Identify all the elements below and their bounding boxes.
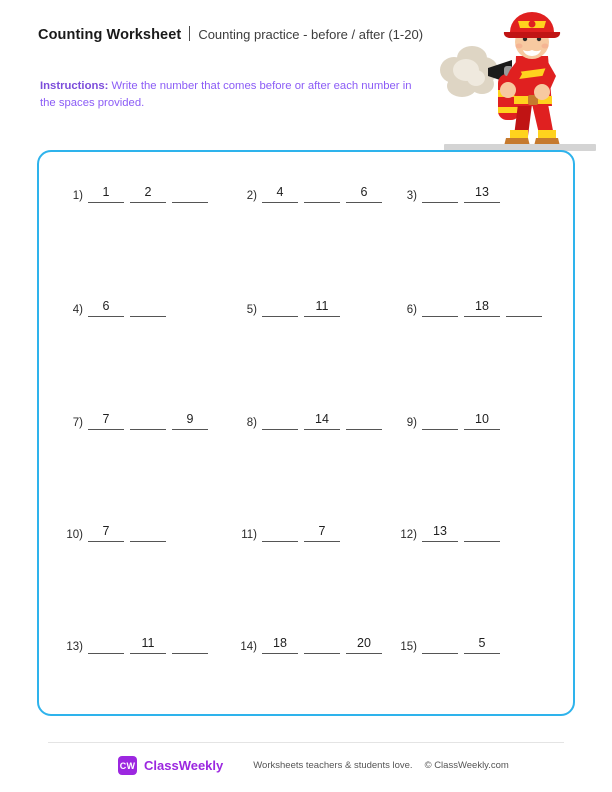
answer-slots bbox=[262, 411, 382, 430]
answer-blank[interactable] bbox=[172, 635, 208, 654]
answer-blank[interactable] bbox=[130, 298, 166, 317]
problem-number: 1) bbox=[72, 190, 83, 202]
worksheet-frame bbox=[37, 150, 575, 716]
answer-slots bbox=[262, 298, 340, 317]
problem-number: 14) bbox=[240, 641, 257, 653]
answer-slots bbox=[88, 523, 166, 542]
problem-item bbox=[235, 411, 382, 430]
given-number: 7 bbox=[304, 523, 340, 542]
given-number: 18 bbox=[464, 298, 500, 317]
problem-item bbox=[395, 411, 500, 430]
given-number: 6 bbox=[88, 298, 124, 317]
problem-item bbox=[395, 635, 500, 654]
problem-item bbox=[235, 635, 382, 654]
problem-number: 8) bbox=[246, 417, 257, 429]
classweekly-logo-icon: CW bbox=[118, 756, 137, 775]
answer-slots bbox=[422, 411, 500, 430]
problem-item bbox=[235, 184, 382, 203]
answer-blank[interactable] bbox=[88, 635, 124, 654]
answer-blank[interactable] bbox=[172, 184, 208, 203]
answer-slots bbox=[262, 635, 382, 654]
answer-slots bbox=[88, 184, 208, 203]
answer-slots bbox=[88, 411, 208, 430]
page-header bbox=[38, 24, 423, 43]
page-title: Counting Worksheet bbox=[38, 27, 182, 43]
problem-item bbox=[61, 411, 208, 430]
problems-grid bbox=[39, 152, 573, 714]
answer-blank[interactable] bbox=[304, 184, 340, 203]
problem-number: 6) bbox=[406, 304, 417, 316]
given-number: 7 bbox=[88, 523, 124, 542]
given-number: 4 bbox=[262, 184, 298, 203]
answer-blank[interactable] bbox=[262, 298, 298, 317]
problem-number: 7) bbox=[72, 417, 83, 429]
answer-slots bbox=[422, 298, 542, 317]
problem-number: 10) bbox=[66, 529, 83, 541]
problem-item bbox=[395, 184, 500, 203]
answer-blank[interactable] bbox=[346, 411, 382, 430]
given-number: 13 bbox=[464, 184, 500, 203]
answer-blank[interactable] bbox=[422, 298, 458, 317]
instructions-label: Instructions: bbox=[40, 80, 109, 92]
problem-item bbox=[61, 298, 166, 317]
answer-blank[interactable] bbox=[262, 523, 298, 542]
brand-name: ClassWeekly bbox=[144, 758, 224, 773]
title-separator bbox=[189, 26, 190, 41]
problem-item bbox=[395, 523, 500, 542]
firefighter-illustration bbox=[432, 12, 608, 152]
answer-slots bbox=[88, 635, 208, 654]
given-number: 20 bbox=[346, 635, 382, 654]
given-number: 9 bbox=[172, 411, 208, 430]
firefighter-icon bbox=[432, 12, 608, 152]
given-number: 10 bbox=[464, 411, 500, 430]
given-number: 11 bbox=[304, 298, 340, 317]
answer-blank[interactable] bbox=[506, 298, 542, 317]
given-number: 11 bbox=[130, 635, 166, 654]
problem-item bbox=[61, 184, 208, 203]
problem-number: 11) bbox=[241, 529, 257, 541]
problem-item bbox=[235, 298, 340, 317]
given-number: 6 bbox=[346, 184, 382, 203]
instructions-text: Write the number that comes before or after each number in the spaces provided. bbox=[40, 80, 412, 109]
answer-slots bbox=[422, 184, 500, 203]
problem-number: 12) bbox=[400, 529, 417, 541]
answer-slots bbox=[262, 184, 382, 203]
problem-number: 13) bbox=[66, 641, 83, 653]
given-number: 13 bbox=[422, 523, 458, 542]
answer-blank[interactable] bbox=[464, 523, 500, 542]
page-subtitle: Counting practice - before / after (1-20) bbox=[198, 27, 424, 42]
given-number: 14 bbox=[304, 411, 340, 430]
problem-number: 2) bbox=[246, 190, 257, 202]
answer-blank[interactable] bbox=[422, 184, 458, 203]
answer-blank[interactable] bbox=[130, 523, 166, 542]
given-number: 2 bbox=[130, 184, 166, 203]
answer-slots bbox=[422, 523, 500, 542]
footer-copyright: © ClassWeekly.com bbox=[424, 760, 509, 771]
problem-number: 3) bbox=[406, 190, 417, 202]
problem-item bbox=[61, 635, 208, 654]
problem-number: 15) bbox=[400, 641, 417, 653]
answer-slots bbox=[262, 523, 340, 542]
answer-blank[interactable] bbox=[422, 411, 458, 430]
instructions-block bbox=[40, 78, 420, 112]
problem-number: 5) bbox=[246, 304, 257, 316]
problem-item bbox=[235, 523, 340, 542]
given-number: 18 bbox=[262, 635, 298, 654]
problem-item bbox=[61, 523, 166, 542]
footer-divider bbox=[48, 742, 564, 743]
given-number: 5 bbox=[464, 635, 500, 654]
given-number: 7 bbox=[88, 411, 124, 430]
answer-blank[interactable] bbox=[422, 635, 458, 654]
answer-blank[interactable] bbox=[130, 411, 166, 430]
footer bbox=[118, 756, 509, 775]
problem-item bbox=[395, 298, 542, 317]
given-number: 1 bbox=[88, 184, 124, 203]
answer-blank[interactable] bbox=[304, 635, 340, 654]
answer-blank[interactable] bbox=[262, 411, 298, 430]
problem-number: 9) bbox=[406, 417, 417, 429]
answer-slots bbox=[422, 635, 500, 654]
problem-number: 4) bbox=[72, 304, 83, 316]
answer-slots bbox=[88, 298, 166, 317]
footer-tagline: Worksheets teachers & students love. bbox=[253, 760, 413, 771]
